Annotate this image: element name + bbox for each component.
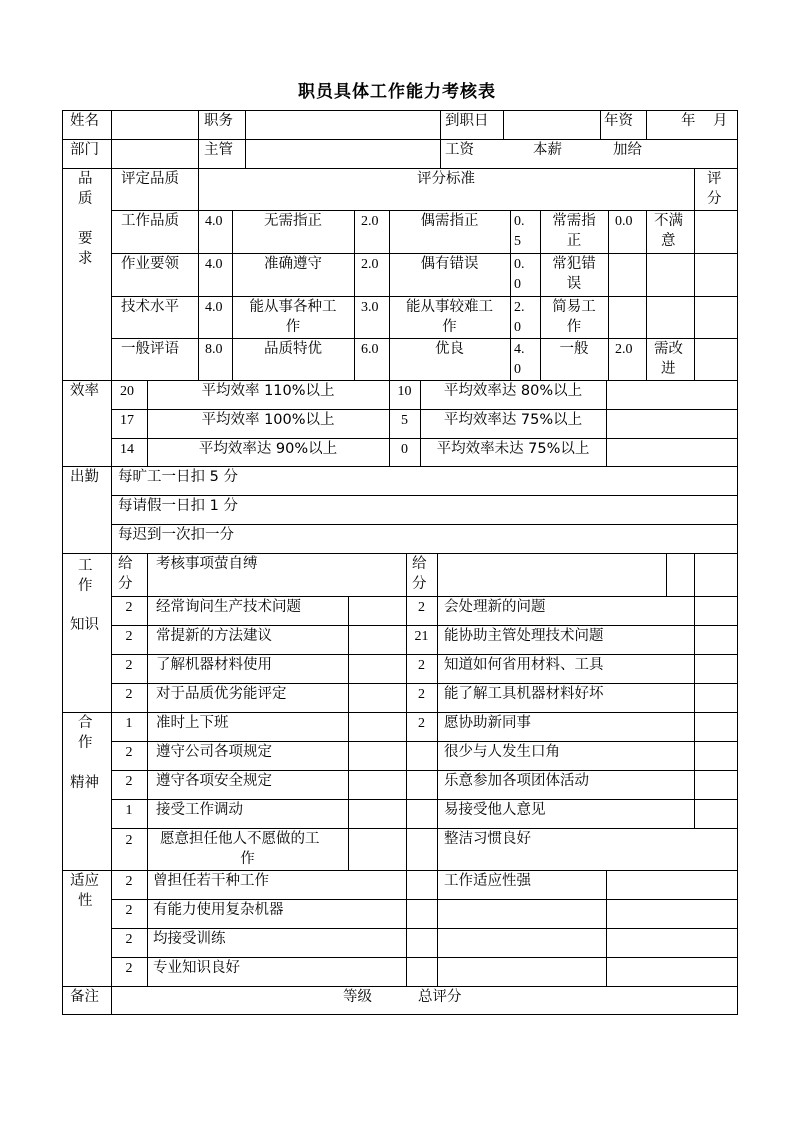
teamwork-points: 2 [125,774,133,789]
quality-cell: 常需指 [552,213,596,229]
quality-cell: 无需指正 [264,213,322,229]
quality-cell: 进 [661,361,676,377]
table-rule [646,110,647,140]
table-rule [111,524,738,525]
quality-cell: 一般 [559,341,589,357]
table-top-border [62,110,738,111]
quality-cell: 4.0 [205,257,223,272]
table-rule [111,210,738,211]
quality-cell: 0. [514,257,525,272]
adaptability-label: 适应 [70,873,99,889]
table-rule [147,712,148,871]
knowledge-item: 会处理新的问题 [444,599,546,615]
teamwork-points: 1 [125,803,133,818]
table-rule [111,380,112,467]
table-rule [111,957,738,958]
quality-item: 作业要领 [121,256,179,272]
quality-cell: 4. [514,342,525,357]
efficiency-criterion: 平均效率达 80%以上 [443,383,583,399]
col-score: 评 [707,171,722,187]
efficiency-points: 14 [120,442,134,457]
teamwork-item: 准时上下班 [156,715,229,731]
quality-cell: 0. [514,214,525,229]
adaptability-item: 专业知识良好 [153,960,240,976]
quality-cell: 品质特优 [264,341,322,357]
quality-cell: 3.0 [361,300,379,315]
adaptability-points: 2 [125,874,133,889]
quality-cell: 能从事各种工 [249,299,337,315]
quality-cell: 偶需指正 [420,213,479,229]
efficiency-criterion: 平均效率达 90%以上 [198,441,338,457]
table-rule [111,899,738,900]
knowledge-item: 经常询问生产技术问题 [156,599,301,615]
col-assessment-item: 考核事项萤自缚 [156,556,258,572]
table-rule [111,296,738,297]
adaptability-label: 性 [78,893,93,909]
table-rule [62,466,738,467]
table-rule [111,683,738,684]
label-supervisor: 主管 [204,142,233,158]
col-points: 分 [412,576,427,592]
table-rule [198,110,199,169]
adaptability-item: 有能力使用复杂机器 [153,902,284,918]
table-rule [111,828,738,829]
knowledge-item: 知道如何省用材料、工具 [444,657,604,673]
quality-cell: 2. [514,300,525,315]
table-rule [111,986,112,1015]
label-name: 姓名 [70,113,99,129]
knowledge-points: 2 [125,658,133,673]
table-rule [406,870,407,987]
quality-cell: 8.0 [205,342,223,357]
quality-cell: 准确遵守 [264,256,322,272]
teamwork-item: 易接受他人意见 [444,802,546,818]
quality-item: 技术水平 [121,299,179,315]
teamwork-item: 遵守公司各项规定 [156,744,272,760]
table-rule [510,210,511,381]
table-rule [606,870,607,987]
label-year: 年 [681,113,696,129]
table-rule [62,380,738,381]
quality-cell: 4.0 [205,214,223,229]
table-rule [694,168,695,381]
quality-cell: 误 [566,276,582,292]
adaptability-points: 2 [125,932,133,947]
quality-cell: 4.0 [205,300,223,315]
teamwork-item: 接受工作调动 [156,802,243,818]
teamwork-item: 愿意担任他人不愿做的工 [160,831,320,847]
efficiency-points: 17 [120,413,134,428]
table-rule [147,870,148,987]
table-rule [147,553,148,713]
knowledge-label: 知识 [70,617,99,633]
knowledge-label: 作 [78,578,93,594]
knowledge-points: 2 [125,600,133,615]
table-rule [111,168,112,381]
quality-cell: 5 [514,234,521,249]
teamwork-item: 愿协助新同事 [444,715,531,731]
efficiency-criterion: 平均效率 110%以上 [201,383,335,399]
label-base-pay: 本薪 [533,142,562,158]
quality-cell: 偶有错误 [420,256,479,272]
quality-cell: 正 [566,233,582,249]
efficiency-points: 10 [397,384,412,399]
col-score: 分 [707,191,722,207]
col-points: 给 [118,556,133,572]
table-rule [437,553,438,713]
quality-cell: 简易工 [552,299,596,315]
table-rule [608,210,609,381]
table-rule [111,770,738,771]
table-rule [348,596,349,713]
knowledge-points: 2 [125,687,133,702]
teamwork-label: 精神 [70,775,99,791]
table-bottom-border [62,1014,738,1015]
label-department: 部门 [70,142,99,158]
quality-cell: 0 [514,277,521,292]
quality-cell: 6.0 [361,342,379,357]
table-rule [694,712,695,829]
knowledge-item: 常提新的方法建议 [156,628,272,644]
label-seniority: 年资 [604,113,633,129]
teamwork-points: 1 [125,716,133,731]
quality-item: 一般评语 [121,341,179,357]
adaptability-item: 曾担任若干种工作 [153,873,269,889]
table-rule [198,168,199,381]
teamwork-item: 整洁习惯良好 [444,831,531,847]
table-rule [111,495,738,496]
table-rule [666,553,667,597]
teamwork-points: 2 [418,716,425,731]
table-rule [111,928,738,929]
quality-cell: 作 [442,319,457,335]
quality-cell: 常犯错 [552,256,596,272]
col-scoring-standard: 评分标准 [417,171,475,187]
knowledge-item: 能协助主管处理技术问题 [444,628,604,644]
table-left-border [62,110,63,1015]
attendance-label: 出勤 [70,469,99,485]
quality-cell: 优良 [435,341,464,357]
table-rule [62,168,738,169]
quality-label: 求 [78,251,93,267]
knowledge-points: 2 [418,600,425,615]
adaptability-item: 工作适应性强 [444,873,531,889]
col-points: 分 [118,576,133,592]
knowledge-points: 21 [414,629,429,644]
quality-label: 质 [78,191,93,207]
quality-cell: 不满 [654,213,683,229]
efficiency-criterion: 平均效率达 75%以上 [443,412,583,428]
efficiency-label: 效率 [70,383,99,399]
teamwork-item: 很少与人发生口角 [444,744,560,760]
label-grade: 等级 [343,989,372,1005]
table-rule [111,625,738,626]
adaptability-points: 2 [125,961,133,976]
quality-cell: 0 [514,362,521,377]
col-quality-rating: 评定品质 [121,171,179,187]
table-rule [348,712,349,871]
quality-cell: 2.0 [615,342,633,357]
quality-cell: 0.0 [615,214,633,229]
knowledge-points: 2 [418,658,425,673]
quality-cell: 2.0 [361,257,379,272]
label-salary: 工资 [445,142,474,158]
table-right-border [737,110,738,1015]
knowledge-item: 对于品质优劣能评定 [156,686,287,702]
table-rule [62,712,738,713]
teamwork-label: 作 [78,735,93,751]
teamwork-item: 作 [240,851,255,867]
table-rule [354,210,355,381]
attendance-rule: 每旷工一日扣 5 分 [118,469,238,485]
table-rule [245,110,246,169]
teamwork-item: 遵守各项安全规定 [156,773,272,789]
teamwork-points: 2 [125,745,133,760]
col-points: 给 [412,556,427,572]
quality-cell: 作 [566,319,582,335]
quality-cell: 意 [661,233,676,249]
table-rule [111,799,738,800]
table-rule [62,986,738,987]
table-rule [111,466,112,554]
table-rule [111,409,738,410]
table-rule [646,210,647,381]
table-rule [600,110,601,140]
efficiency-points: 0 [401,442,408,457]
teamwork-points: 2 [125,833,133,848]
label-remarks: 备注 [70,989,99,1005]
table-rule [111,654,738,655]
attendance-rule: 每迟到一次扣一分 [118,527,234,543]
table-rule [437,870,438,987]
quality-cell: 2.0 [361,214,379,229]
knowledge-item: 了解机器材料使用 [156,657,272,673]
table-rule [606,380,607,467]
table-rule [694,553,695,713]
label-position: 职务 [204,113,233,129]
label-start-date: 到职日 [445,113,489,129]
quality-cell: 能从事较难工 [406,299,493,315]
attendance-rule: 每请假一日扣 1 分 [118,498,238,514]
table-rule [62,870,738,871]
label-month: 月 [713,113,728,129]
table-rule [62,139,738,140]
teamwork-item: 乐意参加各项团体活动 [444,773,589,789]
table-rule [111,338,738,339]
table-rule [503,110,504,140]
table-rule [440,110,441,169]
efficiency-points: 5 [401,413,408,428]
table-rule [406,712,407,871]
quality-item: 工作品质 [121,213,179,229]
adaptability-item: 均接受训练 [153,931,226,947]
knowledge-points: 2 [125,629,133,644]
knowledge-points: 2 [418,687,425,702]
efficiency-criterion: 平均效率 100%以上 [201,412,335,428]
page-title: 职员具体工作能力考核表 [298,82,496,102]
knowledge-label: 工 [78,558,93,574]
table-rule [62,553,738,554]
knowledge-item: 能了解工具机器材料好坏 [444,686,604,702]
efficiency-points: 20 [120,384,134,399]
quality-label: 品 [78,171,93,187]
quality-cell: 作 [285,319,301,335]
table-rule [111,741,738,742]
label-total-score: 总评分 [418,989,462,1005]
teamwork-label: 合 [78,715,93,731]
table-rule [437,712,438,871]
adaptability-points: 2 [125,903,133,918]
quality-label: 要 [78,231,93,247]
efficiency-criterion: 平均效率未达 75%以上 [436,441,590,457]
table-rule [111,110,112,169]
table-rule [111,253,738,254]
table-rule [111,438,738,439]
quality-cell: 需改 [654,341,683,357]
table-rule [111,596,738,597]
quality-cell: 0 [514,320,521,335]
label-allowance: 加给 [613,142,642,158]
